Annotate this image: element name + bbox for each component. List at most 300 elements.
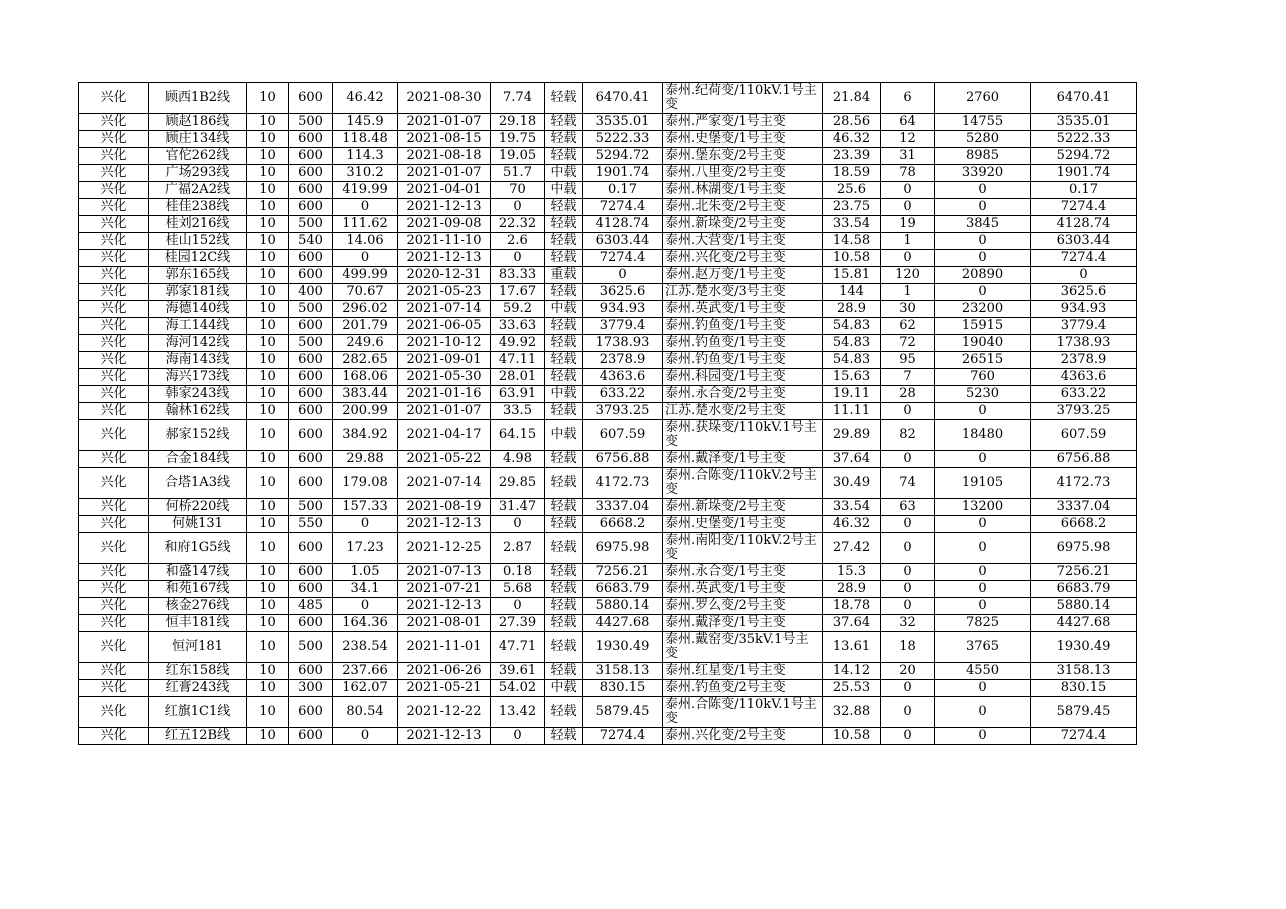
voltage-cell: 10 [247, 318, 289, 335]
available-cell: 3625.6 [1031, 284, 1137, 301]
line-name-cell: 韩家243线 [149, 386, 247, 403]
value-cell: 20890 [935, 267, 1031, 284]
table-row [79, 83, 1137, 114]
date-cell: 2021-05-21 [398, 680, 491, 697]
line-name-cell: 广场293线 [149, 165, 247, 182]
load-status-cell: 轻载 [545, 403, 583, 420]
load-status-cell: 轻载 [545, 148, 583, 165]
sub-load-cell: 28.9 [823, 581, 881, 598]
line-name-cell: 合金184线 [149, 451, 247, 468]
load-rate-cell: 22.32 [491, 216, 545, 233]
capacity-cell: 500 [289, 632, 333, 663]
line-name-cell: 和苑167线 [149, 581, 247, 598]
sub-load-cell: 46.32 [823, 516, 881, 533]
margin-cell: 4427.68 [583, 615, 663, 632]
substation-cell: 泰州.大营变/1号主变 [663, 233, 823, 250]
voltage-cell: 10 [247, 131, 289, 148]
value-cell: 0 [935, 516, 1031, 533]
count-cell: 31 [881, 148, 935, 165]
margin-cell: 1738.93 [583, 335, 663, 352]
load-cell: 157.33 [333, 499, 398, 516]
date-cell: 2021-05-30 [398, 369, 491, 386]
substation-cell: 江苏.楚水变/2号主变 [663, 403, 823, 420]
capacity-cell: 600 [289, 615, 333, 632]
value-cell: 26515 [935, 352, 1031, 369]
load-cell: 145.9 [333, 114, 398, 131]
available-cell: 5294.72 [1031, 148, 1137, 165]
value-cell: 0 [935, 598, 1031, 615]
sub-load-cell: 54.83 [823, 318, 881, 335]
count-cell: 0 [881, 581, 935, 598]
capacity-cell: 600 [289, 386, 333, 403]
region-cell: 兴化 [79, 598, 149, 615]
substation-cell: 泰州.罗么变/2号主变 [663, 598, 823, 615]
sub-load-cell: 37.64 [823, 451, 881, 468]
line-name-cell: 桂刘216线 [149, 216, 247, 233]
substation-cell: 泰州.赵万变/1号主变 [663, 267, 823, 284]
table-row [79, 615, 1137, 632]
line-name-cell: 红五12B线 [149, 728, 247, 745]
value-cell: 0 [935, 284, 1031, 301]
date-cell: 2021-08-30 [398, 83, 491, 114]
load-cell: 499.99 [333, 267, 398, 284]
capacity-cell: 600 [289, 420, 333, 451]
margin-cell: 6975.98 [583, 533, 663, 564]
count-cell: 12 [881, 131, 935, 148]
available-cell: 1901.74 [1031, 165, 1137, 182]
region-cell: 兴化 [79, 250, 149, 267]
region-cell: 兴化 [79, 165, 149, 182]
sub-load-cell: 10.58 [823, 728, 881, 745]
table-row [79, 165, 1137, 182]
load-rate-cell: 0 [491, 728, 545, 745]
load-cell: 200.99 [333, 403, 398, 420]
region-cell: 兴化 [79, 632, 149, 663]
value-cell: 0 [935, 451, 1031, 468]
value-cell: 0 [935, 233, 1031, 250]
sub-load-cell: 21.84 [823, 83, 881, 114]
voltage-cell: 10 [247, 216, 289, 233]
available-cell: 4128.74 [1031, 216, 1137, 233]
substation-cell: 泰州.史堡变/1号主变 [663, 516, 823, 533]
region-cell: 兴化 [79, 284, 149, 301]
voltage-cell: 10 [247, 564, 289, 581]
margin-cell: 6303.44 [583, 233, 663, 250]
region-cell: 兴化 [79, 615, 149, 632]
load-status-cell: 轻载 [545, 451, 583, 468]
region-cell: 兴化 [79, 318, 149, 335]
load-rate-cell: 0 [491, 199, 545, 216]
voltage-cell: 10 [247, 301, 289, 318]
sub-load-cell: 23.39 [823, 148, 881, 165]
value-cell: 0 [935, 533, 1031, 564]
value-cell: 0 [935, 403, 1031, 420]
sub-load-cell: 33.54 [823, 499, 881, 516]
voltage-cell: 10 [247, 403, 289, 420]
line-name-cell: 官佗262线 [149, 148, 247, 165]
substation-cell: 泰州.北朱变/2号主变 [663, 199, 823, 216]
table-row [79, 250, 1137, 267]
margin-cell: 4363.6 [583, 369, 663, 386]
load-status-cell: 轻载 [545, 284, 583, 301]
count-cell: 95 [881, 352, 935, 369]
count-cell: 32 [881, 615, 935, 632]
substation-cell: 泰州.合陈变/110kV.2号主变 [663, 468, 823, 499]
date-cell: 2021-06-26 [398, 663, 491, 680]
load-status-cell: 轻载 [545, 131, 583, 148]
available-cell: 934.93 [1031, 301, 1137, 318]
date-cell: 2021-01-07 [398, 403, 491, 420]
value-cell: 0 [935, 564, 1031, 581]
load-status-cell: 轻载 [545, 250, 583, 267]
margin-cell: 633.22 [583, 386, 663, 403]
available-cell: 6683.79 [1031, 581, 1137, 598]
available-cell: 3337.04 [1031, 499, 1137, 516]
table-row [79, 318, 1137, 335]
region-cell: 兴化 [79, 516, 149, 533]
value-cell: 18480 [935, 420, 1031, 451]
load-rate-cell: 59.2 [491, 301, 545, 318]
substation-cell: 泰州.永合变/2号主变 [663, 386, 823, 403]
available-cell: 6668.2 [1031, 516, 1137, 533]
capacity-cell: 600 [289, 83, 333, 114]
capacity-cell: 500 [289, 335, 333, 352]
sub-load-cell: 54.83 [823, 335, 881, 352]
sub-load-cell: 15.3 [823, 564, 881, 581]
count-cell: 28 [881, 386, 935, 403]
line-name-cell: 恒河181 [149, 632, 247, 663]
load-rate-cell: 0.18 [491, 564, 545, 581]
capacity-cell: 600 [289, 728, 333, 745]
available-cell: 0.17 [1031, 182, 1137, 199]
capacity-cell: 600 [289, 199, 333, 216]
sub-load-cell: 14.12 [823, 663, 881, 680]
region-cell: 兴化 [79, 199, 149, 216]
count-cell: 19 [881, 216, 935, 233]
voltage-cell: 10 [247, 728, 289, 745]
available-cell: 7274.4 [1031, 250, 1137, 267]
load-status-cell: 轻载 [545, 516, 583, 533]
load-cell: 310.2 [333, 165, 398, 182]
line-name-cell: 桂园12C线 [149, 250, 247, 267]
load-status-cell: 轻载 [545, 533, 583, 564]
value-cell: 0 [935, 250, 1031, 267]
voltage-cell: 10 [247, 386, 289, 403]
region-cell: 兴化 [79, 216, 149, 233]
date-cell: 2021-12-22 [398, 697, 491, 728]
date-cell: 2021-08-15 [398, 131, 491, 148]
region-cell: 兴化 [79, 697, 149, 728]
margin-cell: 3625.6 [583, 284, 663, 301]
load-status-cell: 轻载 [545, 728, 583, 745]
load-cell: 296.02 [333, 301, 398, 318]
load-status-cell: 中载 [545, 420, 583, 451]
sub-load-cell: 11.11 [823, 403, 881, 420]
available-cell: 607.59 [1031, 420, 1137, 451]
load-cell: 29.88 [333, 451, 398, 468]
substation-cell: 泰州.钓鱼变/2号主变 [663, 680, 823, 697]
load-cell: 162.07 [333, 680, 398, 697]
capacity-cell: 500 [289, 216, 333, 233]
date-cell: 2021-07-21 [398, 581, 491, 598]
count-cell: 0 [881, 199, 935, 216]
line-name-cell: 何桥220线 [149, 499, 247, 516]
load-rate-cell: 2.6 [491, 233, 545, 250]
sub-load-cell: 30.49 [823, 468, 881, 499]
load-cell: 17.23 [333, 533, 398, 564]
load-cell: 168.06 [333, 369, 398, 386]
count-cell: 30 [881, 301, 935, 318]
capacity-cell: 300 [289, 680, 333, 697]
table-row [79, 598, 1137, 615]
substation-cell: 泰州.红星变/1号主变 [663, 663, 823, 680]
margin-cell: 4128.74 [583, 216, 663, 233]
capacity-cell: 500 [289, 499, 333, 516]
sub-load-cell: 144 [823, 284, 881, 301]
sub-load-cell: 23.75 [823, 199, 881, 216]
load-rate-cell: 31.47 [491, 499, 545, 516]
available-cell: 1738.93 [1031, 335, 1137, 352]
sub-load-cell: 10.58 [823, 250, 881, 267]
value-cell: 2760 [935, 83, 1031, 114]
table-row [79, 728, 1137, 745]
date-cell: 2021-07-14 [398, 468, 491, 499]
load-cell: 46.42 [333, 83, 398, 114]
sub-load-cell: 29.89 [823, 420, 881, 451]
capacity-cell: 400 [289, 284, 333, 301]
table-row [79, 352, 1137, 369]
voltage-cell: 10 [247, 114, 289, 131]
load-rate-cell: 83.33 [491, 267, 545, 284]
region-cell: 兴化 [79, 267, 149, 284]
value-cell: 8985 [935, 148, 1031, 165]
substation-cell: 泰州.兴化变/2号主变 [663, 250, 823, 267]
load-status-cell: 中载 [545, 301, 583, 318]
value-cell: 0 [935, 728, 1031, 745]
value-cell: 760 [935, 369, 1031, 386]
line-name-cell: 红膏243线 [149, 680, 247, 697]
margin-cell: 6683.79 [583, 581, 663, 598]
available-cell: 633.22 [1031, 386, 1137, 403]
region-cell: 兴化 [79, 335, 149, 352]
load-status-cell: 中载 [545, 680, 583, 697]
voltage-cell: 10 [247, 233, 289, 250]
region-cell: 兴化 [79, 148, 149, 165]
date-cell: 2021-12-13 [398, 728, 491, 745]
load-status-cell: 轻载 [545, 216, 583, 233]
voltage-cell: 10 [247, 598, 289, 615]
available-cell: 5222.33 [1031, 131, 1137, 148]
voltage-cell: 10 [247, 165, 289, 182]
load-cell: 70.67 [333, 284, 398, 301]
line-name-cell: 何姚131 [149, 516, 247, 533]
load-cell: 111.62 [333, 216, 398, 233]
capacity-cell: 600 [289, 148, 333, 165]
sub-load-cell: 37.64 [823, 615, 881, 632]
available-cell: 4363.6 [1031, 369, 1137, 386]
load-cell: 383.44 [333, 386, 398, 403]
sub-load-cell: 32.88 [823, 697, 881, 728]
sub-load-cell: 28.9 [823, 301, 881, 318]
value-cell: 5280 [935, 131, 1031, 148]
date-cell: 2021-12-25 [398, 533, 491, 564]
load-rate-cell: 5.68 [491, 581, 545, 598]
value-cell: 13200 [935, 499, 1031, 516]
load-status-cell: 轻载 [545, 564, 583, 581]
margin-cell: 3158.13 [583, 663, 663, 680]
margin-cell: 7256.21 [583, 564, 663, 581]
capacity-cell: 600 [289, 663, 333, 680]
region-cell: 兴化 [79, 451, 149, 468]
line-name-cell: 顾庄134线 [149, 131, 247, 148]
load-status-cell: 轻载 [545, 199, 583, 216]
value-cell: 19040 [935, 335, 1031, 352]
substation-cell: 泰州.纪荷变/110kV.1号主变 [663, 83, 823, 114]
capacity-cell: 550 [289, 516, 333, 533]
sub-load-cell: 19.11 [823, 386, 881, 403]
voltage-cell: 10 [247, 335, 289, 352]
table-row [79, 564, 1137, 581]
region-cell: 兴化 [79, 182, 149, 199]
load-rate-cell: 39.61 [491, 663, 545, 680]
substation-cell: 泰州.钓鱼变/1号主变 [663, 318, 823, 335]
voltage-cell: 10 [247, 148, 289, 165]
capacity-cell: 600 [289, 352, 333, 369]
load-cell: 114.3 [333, 148, 398, 165]
line-name-cell: 顾赵186线 [149, 114, 247, 131]
load-cell: 0 [333, 598, 398, 615]
load-status-cell: 轻载 [545, 697, 583, 728]
count-cell: 74 [881, 468, 935, 499]
line-name-cell: 桂山152线 [149, 233, 247, 250]
sub-load-cell: 14.58 [823, 233, 881, 250]
region-cell: 兴化 [79, 499, 149, 516]
table-row [79, 516, 1137, 533]
table-row [79, 403, 1137, 420]
capacity-cell: 600 [289, 468, 333, 499]
value-cell: 0 [935, 680, 1031, 697]
available-cell: 5879.45 [1031, 697, 1137, 728]
date-cell: 2021-11-10 [398, 233, 491, 250]
load-cell: 419.99 [333, 182, 398, 199]
load-status-cell: 中载 [545, 386, 583, 403]
available-cell: 3158.13 [1031, 663, 1137, 680]
region-cell: 兴化 [79, 114, 149, 131]
capacity-cell: 600 [289, 403, 333, 420]
date-cell: 2021-01-07 [398, 165, 491, 182]
load-status-cell: 轻载 [545, 83, 583, 114]
voltage-cell: 10 [247, 468, 289, 499]
value-cell: 0 [935, 182, 1031, 199]
available-cell: 3535.01 [1031, 114, 1137, 131]
table-row [79, 680, 1137, 697]
available-cell: 7274.4 [1031, 199, 1137, 216]
voltage-cell: 10 [247, 516, 289, 533]
load-status-cell: 轻载 [545, 335, 583, 352]
capacity-cell: 600 [289, 564, 333, 581]
value-cell: 3765 [935, 632, 1031, 663]
value-cell: 15915 [935, 318, 1031, 335]
voltage-cell: 10 [247, 615, 289, 632]
line-name-cell: 海兴173线 [149, 369, 247, 386]
table-row [79, 697, 1137, 728]
margin-cell: 830.15 [583, 680, 663, 697]
line-name-cell: 海河142线 [149, 335, 247, 352]
value-cell: 0 [935, 581, 1031, 598]
load-status-cell: 重载 [545, 267, 583, 284]
voltage-cell: 10 [247, 182, 289, 199]
line-name-cell: 和盛147线 [149, 564, 247, 581]
capacity-cell: 600 [289, 451, 333, 468]
load-status-cell: 轻载 [545, 233, 583, 250]
line-name-cell: 郝家152线 [149, 420, 247, 451]
available-cell: 7256.21 [1031, 564, 1137, 581]
table-row [79, 301, 1137, 318]
count-cell: 82 [881, 420, 935, 451]
date-cell: 2021-12-13 [398, 516, 491, 533]
margin-cell: 1901.74 [583, 165, 663, 182]
margin-cell: 3793.25 [583, 403, 663, 420]
load-rate-cell: 0 [491, 250, 545, 267]
region-cell: 兴化 [79, 564, 149, 581]
count-cell: 20 [881, 663, 935, 680]
count-cell: 0 [881, 250, 935, 267]
available-cell: 4172.73 [1031, 468, 1137, 499]
line-name-cell: 桂佳238线 [149, 199, 247, 216]
value-cell: 14755 [935, 114, 1031, 131]
substation-cell: 泰州.获垛变/110kV.1号主变 [663, 420, 823, 451]
count-cell: 1 [881, 284, 935, 301]
count-cell: 78 [881, 165, 935, 182]
load-rate-cell: 19.75 [491, 131, 545, 148]
available-cell: 2378.9 [1031, 352, 1137, 369]
region-cell: 兴化 [79, 581, 149, 598]
load-rate-cell: 33.5 [491, 403, 545, 420]
capacity-cell: 600 [289, 697, 333, 728]
date-cell: 2021-12-13 [398, 250, 491, 267]
substation-cell: 泰州.英武变/1号主变 [663, 301, 823, 318]
capacity-cell: 600 [289, 581, 333, 598]
substation-cell: 泰州.南阳变/110kV.2号主变 [663, 533, 823, 564]
margin-cell: 2378.9 [583, 352, 663, 369]
margin-cell: 607.59 [583, 420, 663, 451]
margin-cell: 7274.4 [583, 250, 663, 267]
load-cell: 238.54 [333, 632, 398, 663]
load-rate-cell: 17.67 [491, 284, 545, 301]
available-cell: 3779.4 [1031, 318, 1137, 335]
count-cell: 0 [881, 697, 935, 728]
sub-load-cell: 33.54 [823, 216, 881, 233]
capacity-cell: 500 [289, 301, 333, 318]
line-name-cell: 和府1G5线 [149, 533, 247, 564]
count-cell: 62 [881, 318, 935, 335]
sub-load-cell: 18.78 [823, 598, 881, 615]
substation-cell: 泰州.戴泽变/1号主变 [663, 451, 823, 468]
load-rate-cell: 27.39 [491, 615, 545, 632]
line-name-cell: 红东158线 [149, 663, 247, 680]
capacity-cell: 600 [289, 318, 333, 335]
date-cell: 2021-10-12 [398, 335, 491, 352]
load-cell: 237.66 [333, 663, 398, 680]
line-name-cell: 红旗1C1线 [149, 697, 247, 728]
region-cell: 兴化 [79, 728, 149, 745]
voltage-cell: 10 [247, 632, 289, 663]
margin-cell: 5222.33 [583, 131, 663, 148]
load-status-cell: 轻载 [545, 499, 583, 516]
load-rate-cell: 47.71 [491, 632, 545, 663]
table-row [79, 182, 1137, 199]
table-row [79, 267, 1137, 284]
